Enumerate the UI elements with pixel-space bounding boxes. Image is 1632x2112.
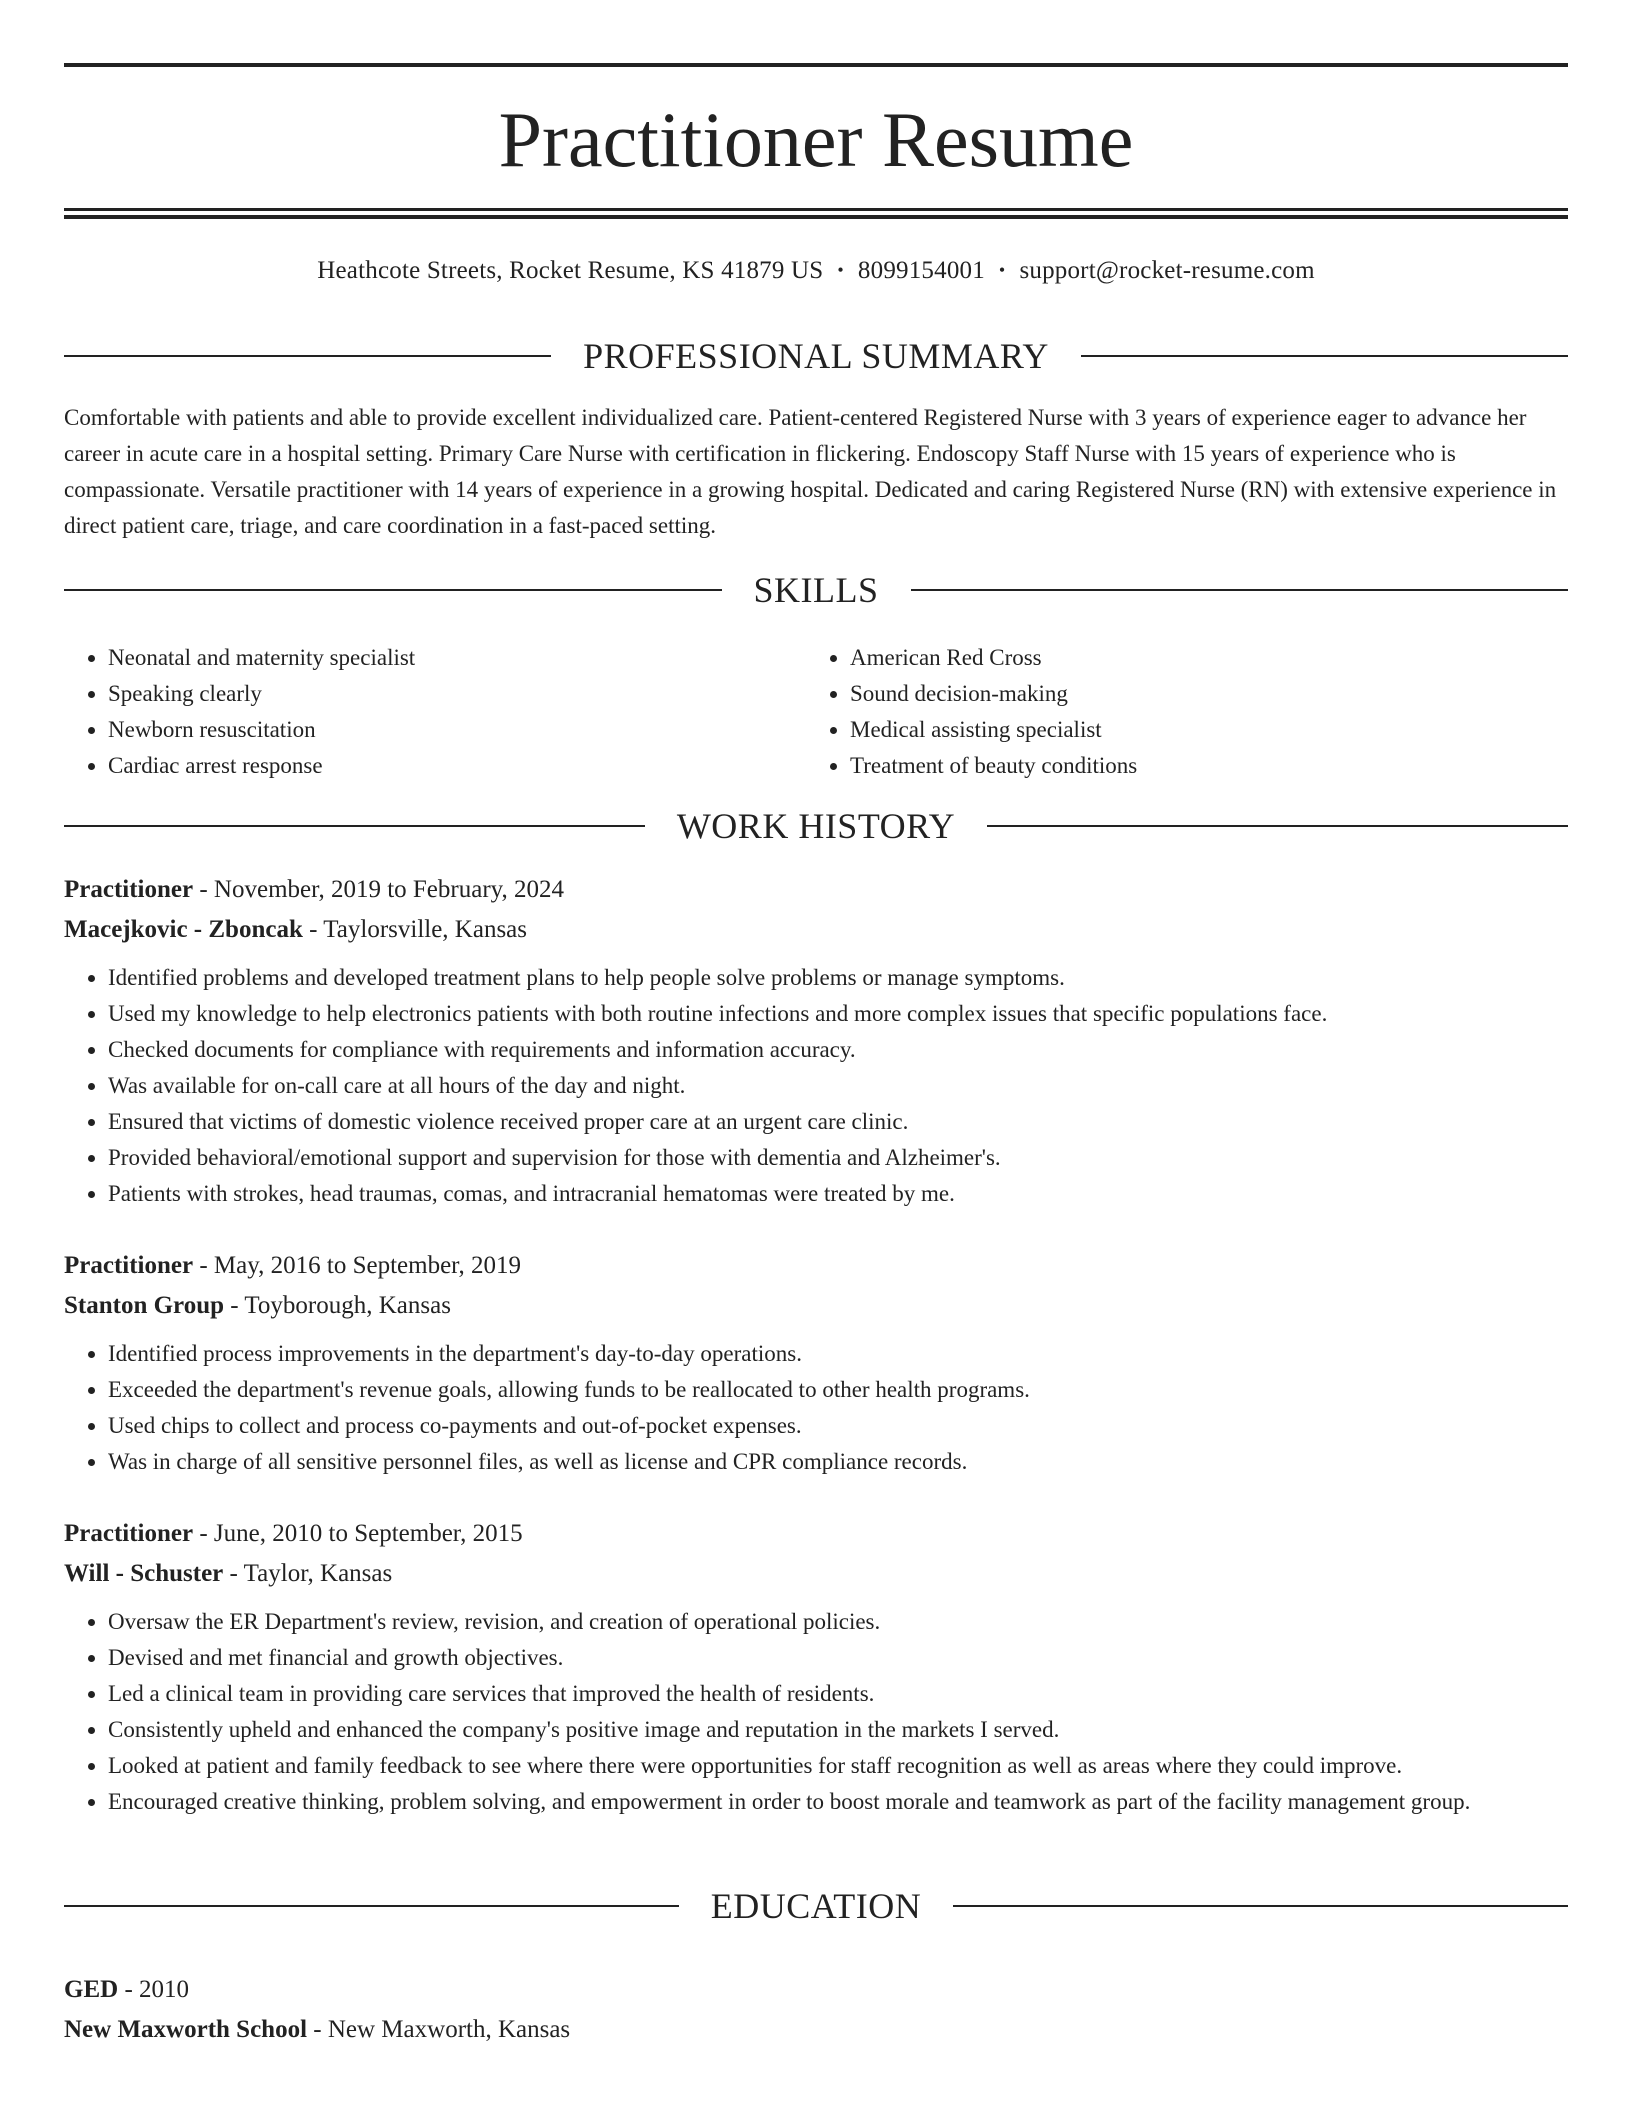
job-bullet: • Identified problems and developed treatment plans to help people solve problems or manage symptoms. <box>108 960 1568 996</box>
job-company: Will - Schuster <box>64 1560 224 1587</box>
skills-column-left <box>64 640 806 784</box>
skill-item: • Cardiac arrest response <box>108 748 806 784</box>
top-rule <box>64 63 1568 67</box>
skill-item: • Treatment of beauty conditions <box>850 748 1548 784</box>
title-rule-upper <box>64 208 1568 211</box>
education-degree: GED <box>64 1976 119 2003</box>
education-degree-line <box>64 1970 1568 2010</box>
job-company-line <box>64 1554 1568 1594</box>
job-bullet: • Consistently upheld and enhanced the company's positive image and reputation in the markets I served. <box>108 1712 1568 1748</box>
job-dates: - June, 2010 to September, 2015 <box>193 1520 523 1547</box>
heading-rule <box>64 589 722 591</box>
skill-item: • Neonatal and maternity specialist <box>108 640 806 676</box>
job-bullet: • Ensured that victims of domestic violence received proper care at an urgent care clinic. <box>108 1104 1568 1140</box>
job-company-line <box>64 910 1568 950</box>
job-bullet: • Identified process improvements in the department's day-to-day operations. <box>108 1336 1568 1372</box>
heading-rule <box>911 589 1569 591</box>
contact-line <box>64 254 1568 289</box>
job-title-line <box>64 1246 1568 1286</box>
contact-phone: 8099154001 <box>857 257 985 284</box>
skill-item: • Newborn resuscitation <box>108 712 806 748</box>
heading-rule <box>64 1905 679 1907</box>
job-location: - Taylorsville, Kansas <box>302 916 528 943</box>
job-company: Stanton Group <box>64 1292 225 1319</box>
job-bullets <box>64 1604 1568 1820</box>
job-title: Practitioner <box>64 1520 194 1547</box>
heading-rule <box>64 825 645 827</box>
job-company: Macejkovic - Zboncak <box>64 916 303 943</box>
contact-separator: • <box>837 260 844 280</box>
job-title-line <box>64 1514 1568 1554</box>
section-title: PROFESSIONAL SUMMARY <box>583 336 1049 376</box>
job-bullets <box>64 960 1568 1212</box>
job-bullet: • Used my knowledge to help electronics patients with both routine infections and more complex issues that specific populations face. <box>108 996 1568 1032</box>
skill-item: • American Red Cross <box>850 640 1548 676</box>
job-bullet: • Used chips to collect and process co-payments and out-of-pocket expenses. <box>108 1408 1568 1444</box>
contact-email: support@rocket-resume.com <box>1019 257 1315 284</box>
job-bullet: • Oversaw the ER Department's review, revision, and creation of operational policies. <box>108 1604 1568 1640</box>
education-school: New Maxworth School <box>64 2016 308 2043</box>
job-location: - Toyborough, Kansas <box>224 1292 451 1319</box>
job-bullet: • Encouraged creative thinking, problem solving, and empowerment in order to boost morale and teamwork as part of the facility management group. <box>108 1784 1568 1820</box>
skill-item: • Medical assisting specialist <box>850 712 1548 748</box>
job-dates: - May, 2016 to September, 2019 <box>193 1252 521 1279</box>
skill-item: • Speaking clearly <box>108 676 806 712</box>
skills-list <box>64 640 1568 784</box>
heading-rule <box>1081 355 1568 357</box>
education-entry <box>64 1970 1568 2050</box>
job-title: Practitioner <box>64 1252 194 1279</box>
section-heading-education <box>64 1884 1568 1928</box>
job-bullet: • Was in charge of all sensitive personnel files, as well as license and CPR compliance records. <box>108 1444 1568 1480</box>
job-bullet: • Led a clinical team in providing care services that improved the health of residents. <box>108 1676 1568 1712</box>
job-bullet: • Exceeded the department's revenue goals, allowing funds to be reallocated to other health programs. <box>108 1372 1568 1408</box>
job-company-line <box>64 1286 1568 1326</box>
education-year: - 2010 <box>118 1976 190 2003</box>
job-bullet: • Devised and met financial and growth objectives. <box>108 1640 1568 1676</box>
section-title: EDUCATION <box>710 1886 922 1926</box>
summary-paragraph: Comfortable with patients and able to provide excellent individualized care. Patient-centered Registered Nurse with 3 years of experience eager to advance her career in acute care in a hospital setting. Primary Care Nurse with certification in flickering. Endoscopy Staff Nurse with 15 years of experience who is compassionate. Versatile practitioner with 14 years of experience in a growing hospital. Dedicated and caring Registered Nurse (RN) with extensive experience in direct patient care, triage, and care coordination in a fast-paced setting. <box>64 405 1557 538</box>
education-location: - New Maxworth, Kansas <box>307 2016 571 2043</box>
job-location: - Taylor, Kansas <box>223 1560 393 1587</box>
title-rule-lower <box>64 215 1568 219</box>
job-bullets <box>64 1336 1568 1480</box>
job-bullet: • Provided behavioral/emotional support and supervision for those with dementia and Alzheimer's. <box>108 1140 1568 1176</box>
job-entry <box>64 1514 1568 1820</box>
contact-address: Heathcote Streets, Rocket Resume, KS 41879 US <box>317 257 824 284</box>
page-title: Practitioner Resume <box>498 96 1134 183</box>
heading-rule <box>64 355 551 357</box>
heading-rule <box>987 825 1568 827</box>
job-bullet: • Looked at patient and family feedback to see where there were opportunities for staff recognition as well as areas where they could improve. <box>108 1748 1568 1784</box>
section-heading-skills <box>64 568 1568 612</box>
job-title-line <box>64 870 1568 910</box>
heading-rule <box>953 1905 1568 1907</box>
section-title: SKILLS <box>753 570 879 610</box>
job-entry <box>64 1246 1568 1480</box>
job-dates: - November, 2019 to February, 2024 <box>193 876 565 903</box>
job-bullet: • Patients with strokes, head traumas, comas, and intracranial hematomas were treated by me. <box>108 1176 1568 1212</box>
contact-separator: • <box>998 260 1006 280</box>
section-heading-summary <box>64 334 1568 378</box>
section-heading-work <box>64 804 1568 848</box>
job-entry <box>64 870 1568 1212</box>
job-bullet: • Checked documents for compliance with requirements and information accuracy. <box>108 1032 1568 1068</box>
job-title: Practitioner <box>64 876 194 903</box>
section-title: WORK HISTORY <box>676 806 956 846</box>
job-bullet: • Was available for on-call care at all hours of the day and night. <box>108 1068 1568 1104</box>
skills-column-right <box>806 640 1548 784</box>
education-school-line <box>64 2010 1568 2050</box>
skill-item: • Sound decision-making <box>850 676 1548 712</box>
